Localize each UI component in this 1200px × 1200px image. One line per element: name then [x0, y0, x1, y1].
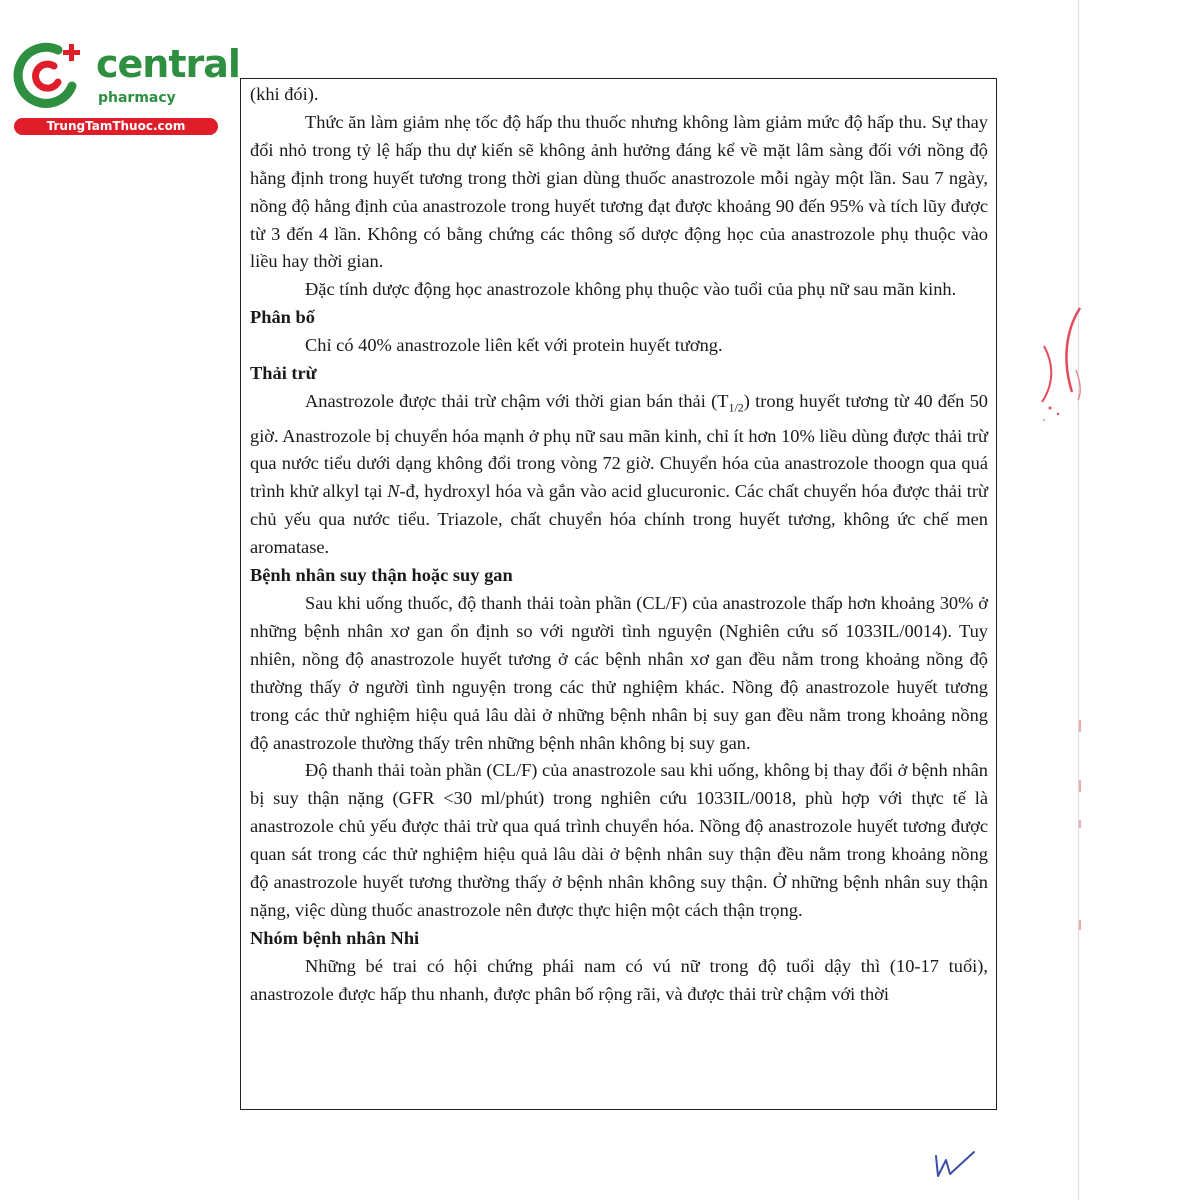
paragraph-renal: Độ thanh thải toàn phần (CL/F) của anastrozole sau khi uống, không bị thay đổi ở bệnh nhân bị suy thận nặng (GFR <30 ml/phút) trong nghiên cứu 1033IL/0018, phù hợp với thực tế là anastrozole chủ yếu được thải trừ qua quá trình chuyển hóa. Nồng độ anastrozole huyết tương được quan sát trong các thử nghiệm hiệu quả lâu dài ở bệnh nhân suy thận đều nằm trong khoảng nồng độ anastrozole huyết tương thường thấy ở bệnh nhân không suy thận. Ở những bệnh nhân suy thận nặng, việc dùng thuốc anastrozole nên được thực hiện một cách thận trọng.: [250, 760, 988, 920]
handwritten-signature: [932, 1146, 980, 1180]
red-stamp-mark: [1032, 300, 1092, 440]
central-pharmacy-logo-icon: [10, 36, 90, 116]
logo-url-badge: TrungTamThuoc.com: [14, 118, 218, 135]
paragraph-elimination: [250, 388, 988, 562]
logo-subtitle: pharmacy: [98, 90, 176, 106]
paragraph-protein-binding: Chỉ có 40% anastrozole liên kết với protein huyết tương.: [305, 335, 723, 356]
logo-name: central: [96, 42, 240, 86]
elimination-text-c: -đ, hydroxyl hóa và gắn vào acid glucuronic. Các chất chuyển hóa được thải trừ chủ yếu qua nước tiểu. Triazole, chất chuyển hóa chính trong huyết tương, không ức chế men aromatase.: [250, 481, 989, 558]
heading-distribution: Phân bố: [250, 307, 315, 328]
heading-pediatric: Nhóm bệnh nhân Nhi: [250, 927, 420, 948]
elimination-text-a: Anastrozole được thải trừ chậm với thời gian bán thải (T: [305, 390, 729, 411]
document-text-box: [240, 78, 997, 1110]
side-margin-marks: [1070, 720, 1090, 940]
half-life-subscript: 1/2: [728, 400, 744, 415]
central-pharmacy-logo: [10, 36, 240, 136]
paragraph-hepatic: Sau khi uống thuốc, độ thanh thải toàn phần (CL/F) của anastrozole thấp hơn khoảng 30% ở những bệnh nhân xơ gan ổn định so với người tình nguyện (Nghiên cứu số 1033IL/0014). Tuy nhiên, nồng độ anastrozole huyết tương ở các bệnh nhân xơ gan đều nằm trong khoảng nồng độ thường thấy ở người tình nguyện trong các thử nghiệm khác. Nồng độ anastrozole huyết tương trong các thử nghiệm hiệu quả lâu dài ở những bệnh nhân bị suy gan đều nằm trong khoảng nồng độ anastrozole thường thấy trên những bệnh nhân không bị suy gan.: [250, 592, 988, 753]
paragraph-food-absorption: Thức ăn làm giảm nhẹ tốc độ hấp thu thuốc nhưng không làm giảm mức độ hấp thu. Sự thay đổi nhỏ trong tỷ lệ hấp thu dự kiến sẽ không ảnh hưởng đáng kể về mặt lâm sàng đối với nồng độ hằng định trong huyết tương trong thời gian dùng thuốc anastrozole mỗi ngày một lần. Sau 7 ngày, nồng độ hằng định của anastrozole trong huyết tương đạt được khoảng 90 đến 95% và tích lũy được từ 3 đến 4 lần. Không có bằng chứng các thông số dược động học của anastrozole phụ thuộc vào liều hay thời gian.: [250, 111, 988, 272]
paragraph-age: Đặc tính dược động học anastrozole không phụ thuộc vào tuổi của phụ nữ sau mãn kinh.: [305, 279, 957, 300]
elimination-italic-n: N: [387, 481, 400, 502]
heading-renal-hepatic: Bệnh nhân suy thận hoặc suy gan: [250, 565, 513, 586]
paragraph-pediatric: Những bé trai có hội chứng phái nam có vú nữ trong độ tuổi dậy thì (10-17 tuổi), anastrozole được hấp thu nhanh, được phân bố rộng rãi, và được thải trừ chậm với thời: [250, 955, 988, 1004]
heading-elimination: Thải trừ: [250, 363, 317, 384]
elimination-text-b: ) trong huyết tương từ 40 đến 50 giờ. Anastrozole bị chuyển hóa mạnh ở phụ nữ sau mãn kinh, chỉ ít hơn 10% liều dùng được thải trừ qua nước tiểu dưới dạng không đổi trong vòng 72 giờ. Chuyển hóa của anastrozole thoogn qua quá trình khử alkyl tại: [250, 390, 989, 502]
scan-page-edge: [1078, 0, 1079, 1200]
paragraph-fasting: (khi đói).: [250, 84, 319, 104]
